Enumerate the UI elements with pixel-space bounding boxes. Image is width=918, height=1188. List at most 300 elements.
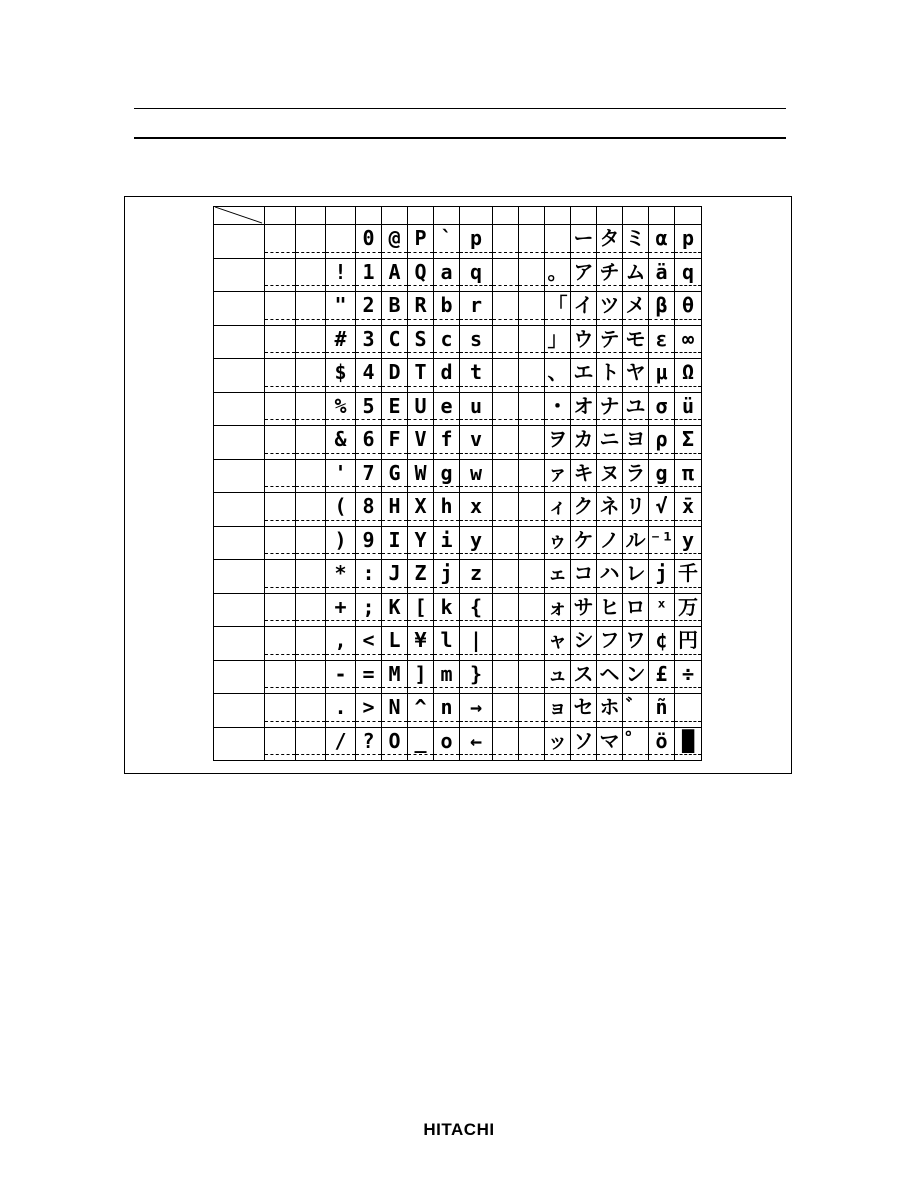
character-glyph: θ: [681, 293, 695, 317]
cursor-line: [571, 252, 596, 253]
row-header-cell: [213, 326, 265, 360]
character-cell: [296, 661, 326, 695]
character-cell: [493, 694, 519, 728]
character-cell: [382, 560, 408, 594]
character-glyph: y: [469, 527, 483, 552]
table-corner-cell: [213, 206, 265, 225]
cursor-line: [326, 654, 355, 655]
character-glyph: ヲ: [547, 427, 568, 451]
column-header-cell: [597, 206, 623, 225]
cursor-line: [408, 285, 433, 286]
character-cell: [265, 393, 296, 427]
cursor-line: [434, 754, 459, 755]
cursor-line: [408, 587, 433, 588]
character-glyph: ソ: [573, 728, 594, 753]
character-cell: [326, 527, 356, 561]
character-cell: [434, 594, 460, 628]
character-cell: [265, 292, 296, 326]
cursor-line: [571, 587, 596, 588]
character-cell: [296, 426, 326, 460]
cursor-line: [519, 453, 544, 454]
cursor-line: [675, 754, 701, 755]
character-glyph: ö: [655, 728, 668, 753]
character-glyph: 」: [547, 326, 568, 351]
character-cell: [326, 359, 356, 393]
character-glyph: チ: [599, 259, 620, 284]
cursor-line: [493, 386, 518, 387]
character-cell: [649, 359, 675, 393]
cursor-line: [356, 553, 381, 554]
character-cell: [571, 728, 597, 762]
cursor-line: [356, 486, 381, 487]
character-cell: [382, 627, 408, 661]
character-glyph: (: [334, 494, 347, 518]
cursor-line: [356, 620, 381, 621]
cursor-line: [519, 285, 544, 286]
character-glyph: ァ: [547, 460, 568, 485]
character-glyph: マ: [599, 728, 620, 753]
cursor-line: [460, 654, 492, 655]
cursor-line: [408, 687, 433, 688]
character-cell: [571, 627, 597, 661]
cursor-line: [434, 453, 459, 454]
character-glyph: j: [440, 561, 453, 585]
cursor-line: [597, 453, 622, 454]
cursor-line: [545, 721, 570, 722]
character-cell: [597, 292, 623, 326]
cursor-line: [493, 285, 518, 286]
column-header-cell: [408, 206, 434, 225]
character-glyph: ・: [547, 393, 568, 418]
cursor-line: [623, 754, 648, 755]
character-glyph: E: [388, 393, 401, 418]
cursor-line: [326, 520, 355, 521]
character-glyph: 千: [678, 561, 698, 585]
character-cell: [326, 326, 356, 360]
cursor-line: [356, 687, 381, 688]
character-cell: [675, 661, 702, 695]
cursor-line: [382, 520, 407, 521]
character-glyph: ナ: [599, 393, 620, 418]
character-cell: [356, 560, 382, 594]
cursor-line: [460, 620, 492, 621]
character-glyph: ル: [625, 527, 646, 552]
cursor-line: [597, 553, 622, 554]
cursor-line: [408, 419, 433, 420]
character-glyph: ˣ: [655, 594, 668, 619]
character-glyph: メ: [625, 293, 646, 317]
character-cell: [296, 259, 326, 293]
character-glyph: 「: [547, 293, 568, 317]
character-cell: [408, 560, 434, 594]
character-cell: [623, 359, 649, 393]
character-cell: [675, 493, 702, 527]
column-header-cell: [545, 206, 571, 225]
character-glyph: ニ: [599, 427, 620, 451]
character-glyph: ゛: [625, 695, 646, 719]
cursor-line: [326, 486, 355, 487]
character-glyph: X: [414, 494, 427, 518]
character-glyph: %: [334, 393, 347, 418]
cursor-line: [356, 587, 381, 588]
character-glyph: j: [655, 561, 668, 585]
character-cell: [519, 460, 545, 494]
cursor-line: [623, 486, 648, 487]
cursor-line: [356, 252, 381, 253]
character-cell: [326, 661, 356, 695]
cursor-line: [597, 285, 622, 286]
cursor-line: [623, 386, 648, 387]
cursor-line: [326, 620, 355, 621]
character-cell: [382, 594, 408, 628]
character-cell: [265, 493, 296, 527]
character-glyph: 2: [362, 293, 375, 317]
character-glyph: i: [440, 527, 453, 552]
character-glyph: .: [334, 695, 347, 719]
cursor-line: [649, 553, 674, 554]
cursor-line: [519, 319, 544, 320]
character-glyph: d: [440, 360, 453, 384]
character-cell: [356, 359, 382, 393]
character-glyph: K: [388, 594, 401, 619]
character-glyph: ミ: [625, 226, 646, 250]
character-glyph: ñ: [655, 695, 668, 719]
cursor-line: [493, 620, 518, 621]
character-glyph: コ: [573, 561, 594, 585]
character-cell: [460, 560, 493, 594]
character-cell: [460, 594, 493, 628]
cursor-line: [460, 754, 492, 755]
cursor-line: [296, 486, 325, 487]
cursor-line: [519, 419, 544, 420]
character-cell: [460, 359, 493, 393]
character-glyph: フ: [599, 628, 620, 652]
cursor-line: [493, 419, 518, 420]
character-cell: [571, 560, 597, 594]
character-cell: [597, 460, 623, 494]
cursor-line: [675, 419, 701, 420]
cursor-line: [545, 352, 570, 353]
character-cell: [493, 460, 519, 494]
cursor-line: [571, 419, 596, 420]
cursor-line: [597, 520, 622, 521]
cursor-line: [571, 553, 596, 554]
cursor-line: [265, 754, 295, 755]
character-glyph: }: [469, 661, 483, 686]
character-glyph: k: [440, 594, 453, 619]
character-cell: [434, 493, 460, 527]
character-cell: [326, 225, 356, 259]
character-cell: [356, 326, 382, 360]
character-cell: [545, 426, 571, 460]
character-cell: [623, 661, 649, 695]
cursor-line: [296, 754, 325, 755]
cursor-line: [519, 352, 544, 353]
character-glyph: Q: [414, 259, 427, 284]
cursor-line: [408, 553, 433, 554]
character-glyph: u: [469, 393, 483, 418]
column-header-cell: [296, 206, 326, 225]
cursor-line: [519, 520, 544, 521]
cursor-line: [434, 721, 459, 722]
cursor-line: [545, 754, 570, 755]
character-cell: [408, 527, 434, 561]
character-glyph: ,: [334, 628, 347, 652]
row-header-cell: [213, 359, 265, 393]
character-glyph: ヘ: [599, 661, 620, 686]
character-cell: [265, 560, 296, 594]
column-header-cell: [265, 206, 296, 225]
character-cell: [649, 627, 675, 661]
character-glyph: ケ: [573, 527, 594, 552]
cursor-line: [571, 520, 596, 521]
character-cell: [519, 728, 545, 762]
character-cell: [519, 493, 545, 527]
character-glyph: ←: [469, 728, 483, 753]
character-cell: [597, 728, 623, 762]
cursor-line: [460, 386, 492, 387]
character-cell: [545, 594, 571, 628]
cursor-line: [623, 620, 648, 621]
character-glyph: Y: [414, 527, 427, 552]
character-cell: [296, 359, 326, 393]
character-glyph: _: [414, 728, 427, 753]
character-glyph: l: [440, 628, 453, 652]
character-glyph: ッ: [547, 728, 568, 753]
column-header-cell: [356, 206, 382, 225]
character-cell: [597, 326, 623, 360]
character-cell: [296, 527, 326, 561]
character-cell: [571, 292, 597, 326]
character-glyph: ": [334, 293, 347, 317]
cursor-line: [296, 453, 325, 454]
cursor-line: [265, 319, 295, 320]
character-cell: [623, 728, 649, 762]
character-glyph: セ: [573, 695, 594, 719]
cursor-line: [265, 721, 295, 722]
character-glyph: リ: [625, 494, 646, 518]
cursor-line: [519, 553, 544, 554]
cursor-line: [296, 620, 325, 621]
character-cell: [265, 728, 296, 762]
character-glyph: ¢: [655, 628, 668, 652]
row-header-cell: [213, 460, 265, 494]
cursor-line: [519, 486, 544, 487]
character-glyph: ワ: [625, 628, 646, 652]
character-glyph: ゜: [625, 728, 646, 753]
cursor-line: [571, 654, 596, 655]
character-cell: [356, 694, 382, 728]
character-cell: [408, 259, 434, 293]
character-cell: [675, 359, 702, 393]
character-glyph: α: [655, 226, 668, 250]
cursor-line: [382, 654, 407, 655]
character-cell: [675, 326, 702, 360]
character-cell: [460, 259, 493, 293]
character-glyph: z: [469, 561, 483, 585]
cursor-line: [675, 553, 701, 554]
character-cell: [296, 627, 326, 661]
character-glyph: ÷: [681, 661, 695, 686]
character-cell: [265, 694, 296, 728]
cursor-line: [296, 721, 325, 722]
character-cell: [571, 359, 597, 393]
character-glyph: t: [469, 360, 483, 384]
cursor-line: [408, 252, 433, 253]
character-cell: [460, 292, 493, 326]
cursor-line: [519, 654, 544, 655]
character-cell: [623, 259, 649, 293]
cursor-line: [434, 520, 459, 521]
character-glyph: L: [388, 628, 401, 652]
character-glyph: ウ: [573, 326, 594, 351]
character-glyph: サ: [573, 594, 594, 619]
character-cell: [434, 661, 460, 695]
character-glyph: f: [440, 427, 453, 451]
character-cell: [408, 393, 434, 427]
character-cell: [519, 627, 545, 661]
character-glyph: μ: [655, 360, 668, 384]
cursor-line: [296, 386, 325, 387]
character-cell: [519, 225, 545, 259]
cursor-line: [545, 486, 570, 487]
character-glyph: レ: [625, 561, 646, 585]
character-cell: [326, 493, 356, 527]
cursor-line: [434, 687, 459, 688]
character-cell: [675, 292, 702, 326]
cursor-line: [545, 587, 570, 588]
cursor-line: [434, 419, 459, 420]
cursor-line: [326, 285, 355, 286]
character-cell: [356, 661, 382, 695]
cursor-line: [571, 620, 596, 621]
character-cell: [434, 426, 460, 460]
cursor-line: [493, 352, 518, 353]
cursor-line: [649, 352, 674, 353]
cursor-line: [460, 285, 492, 286]
character-glyph: ェ: [547, 561, 568, 585]
character-glyph: Σ: [681, 427, 695, 451]
cursor-line: [675, 352, 701, 353]
character-cell: [265, 527, 296, 561]
character-cell: [649, 460, 675, 494]
cursor-line: [545, 687, 570, 688]
character-glyph: 1: [362, 259, 375, 284]
cursor-line: [675, 319, 701, 320]
character-cell: [649, 560, 675, 594]
cursor-line: [649, 587, 674, 588]
character-glyph: $: [334, 360, 347, 384]
cursor-line: [545, 419, 570, 420]
character-cell: [460, 728, 493, 762]
cursor-line: [382, 352, 407, 353]
character-cell: [571, 527, 597, 561]
character-cell: [597, 493, 623, 527]
character-glyph: g: [440, 460, 453, 485]
character-glyph: ィ: [547, 494, 568, 518]
character-cell: [408, 728, 434, 762]
cursor-line: [265, 285, 295, 286]
character-cell: [326, 694, 356, 728]
character-cell: [545, 359, 571, 393]
character-cell: [571, 426, 597, 460]
character-cell: [597, 393, 623, 427]
character-glyph: W: [414, 460, 427, 485]
character-cell: [519, 560, 545, 594]
cursor-line: [408, 620, 433, 621]
character-glyph: ä: [655, 259, 668, 284]
character-glyph: <: [362, 628, 375, 652]
character-glyph: :: [362, 561, 375, 585]
column-header-cell: [519, 206, 545, 225]
character-glyph: /: [334, 728, 347, 753]
character-glyph: c: [440, 326, 453, 351]
character-cell: [545, 393, 571, 427]
cursor-line: [649, 319, 674, 320]
character-cell: [571, 661, 597, 695]
cursor-line: [623, 687, 648, 688]
character-cell: [434, 627, 460, 661]
character-glyph: ー: [573, 226, 594, 250]
cursor-line: [460, 553, 492, 554]
character-cell: [382, 326, 408, 360]
cursor-line: [649, 419, 674, 420]
character-glyph: 3: [362, 326, 375, 351]
cursor-line: [408, 486, 433, 487]
character-cell: [296, 292, 326, 326]
character-glyph: 円: [678, 628, 698, 652]
character-glyph: @: [388, 226, 401, 250]
cursor-line: [493, 486, 518, 487]
column-header-cell: [571, 206, 597, 225]
cursor-line: [519, 687, 544, 688]
cursor-line: [265, 419, 295, 420]
cursor-line: [519, 754, 544, 755]
character-cell: [296, 326, 326, 360]
cursor-line: [356, 419, 381, 420]
cursor-line: [460, 687, 492, 688]
character-glyph: 8: [362, 494, 375, 518]
cursor-line: [545, 520, 570, 521]
character-glyph: ': [334, 460, 347, 485]
cursor-line: [675, 587, 701, 588]
character-cell: [326, 627, 356, 661]
character-glyph: ョ: [547, 695, 568, 719]
character-cell: [623, 527, 649, 561]
character-glyph: *: [334, 561, 347, 585]
character-glyph: ε: [655, 326, 668, 351]
character-glyph: e: [440, 393, 453, 418]
cursor-line: [382, 687, 407, 688]
cursor-line: [493, 687, 518, 688]
row-header-cell: [213, 292, 265, 326]
character-glyph: モ: [625, 326, 646, 351]
cursor-line: [356, 285, 381, 286]
cursor-line: [382, 587, 407, 588]
character-glyph: h: [440, 494, 453, 518]
character-glyph: x̄: [681, 494, 695, 518]
cursor-line: [623, 721, 648, 722]
character-cell: [408, 694, 434, 728]
row-header-cell: [213, 393, 265, 427]
cursor-line: [571, 687, 596, 688]
character-cell: [545, 292, 571, 326]
cursor-line: [296, 285, 325, 286]
cursor-line: [623, 453, 648, 454]
character-cell: [571, 594, 597, 628]
cursor-line: [597, 654, 622, 655]
character-glyph: 7: [362, 460, 375, 485]
